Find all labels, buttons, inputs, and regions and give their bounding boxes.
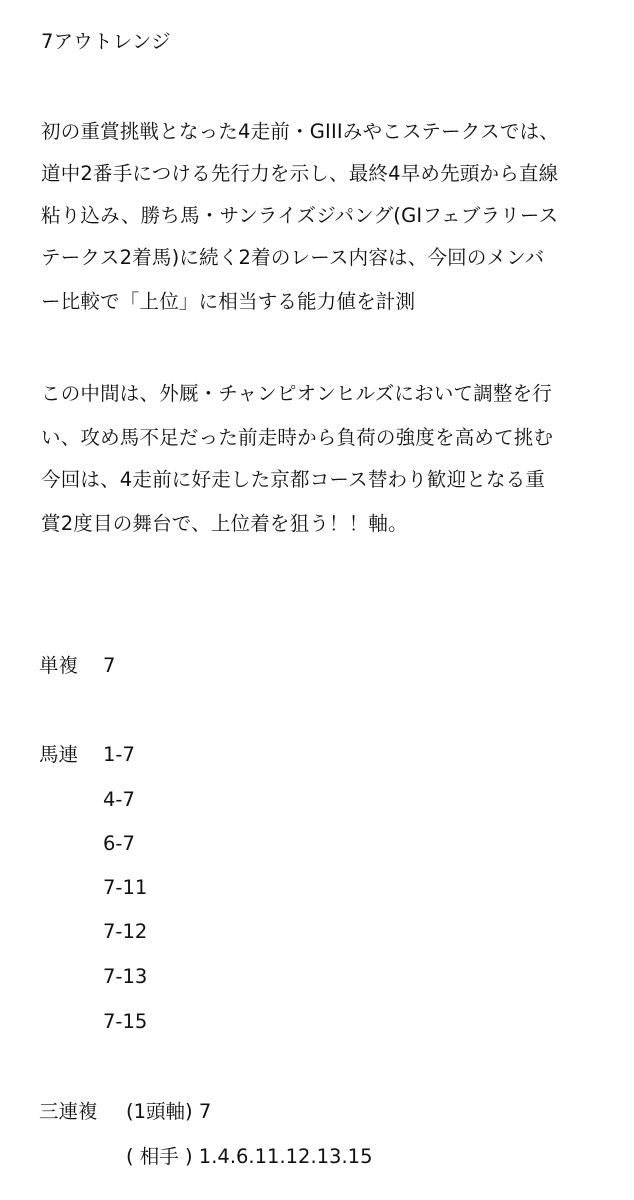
bet-type-label: 三連複 [39,1100,98,1123]
paragraph-line: 今回は、4走前に好走した京都コース替わり歓迎となる重 [41,468,546,491]
paragraph-line: この中間は、外厩・チャンピオンヒルズにおいて調整を行 [41,382,553,405]
paragraph-line: テークス2着馬)に続く2着のレース内容は、今回のメンバ [41,246,545,269]
bet-type-label: 馬連 [39,743,79,766]
paragraph-line: い、攻め馬不足だった前走時から負荷の強度を高めて挑む [41,426,554,449]
bet-type-label: 単複 [39,654,79,677]
paragraph-line: 初の重賞挑戦となった4走前・GIIIみやこステークスでは、 [41,120,559,143]
bet-combination: 4-7 [103,788,135,811]
bet-axis: (1頭軸) 7 [126,1100,212,1123]
bet-combination: 7-15 [103,1010,148,1033]
paragraph-line: 道中2番手につける先行力を示し、最終4早め先頭から直線 [41,162,559,185]
bet-combination: 7-13 [103,965,148,988]
paragraph-line: ー比較で「上位」に相当する能力値を計測 [41,290,416,313]
page-title: 7アウトレンジ [41,30,171,53]
paragraph-line: 賞2度目の舞台で、上位着を狙う！！軸。 [41,512,408,535]
bet-value: 7 [103,654,116,677]
bet-combination: 7-11 [103,876,148,899]
bet-partners: ( 相手 ) 1.4.6.11.12.13.15 [126,1145,373,1168]
bet-combination: 1-7 [103,743,135,766]
bet-combination: 6-7 [103,832,135,855]
paragraph-line: 粘り込み、勝ち馬・サンライズジパング(GIフェブラリース [41,204,559,227]
bet-combination: 7-12 [103,920,148,943]
